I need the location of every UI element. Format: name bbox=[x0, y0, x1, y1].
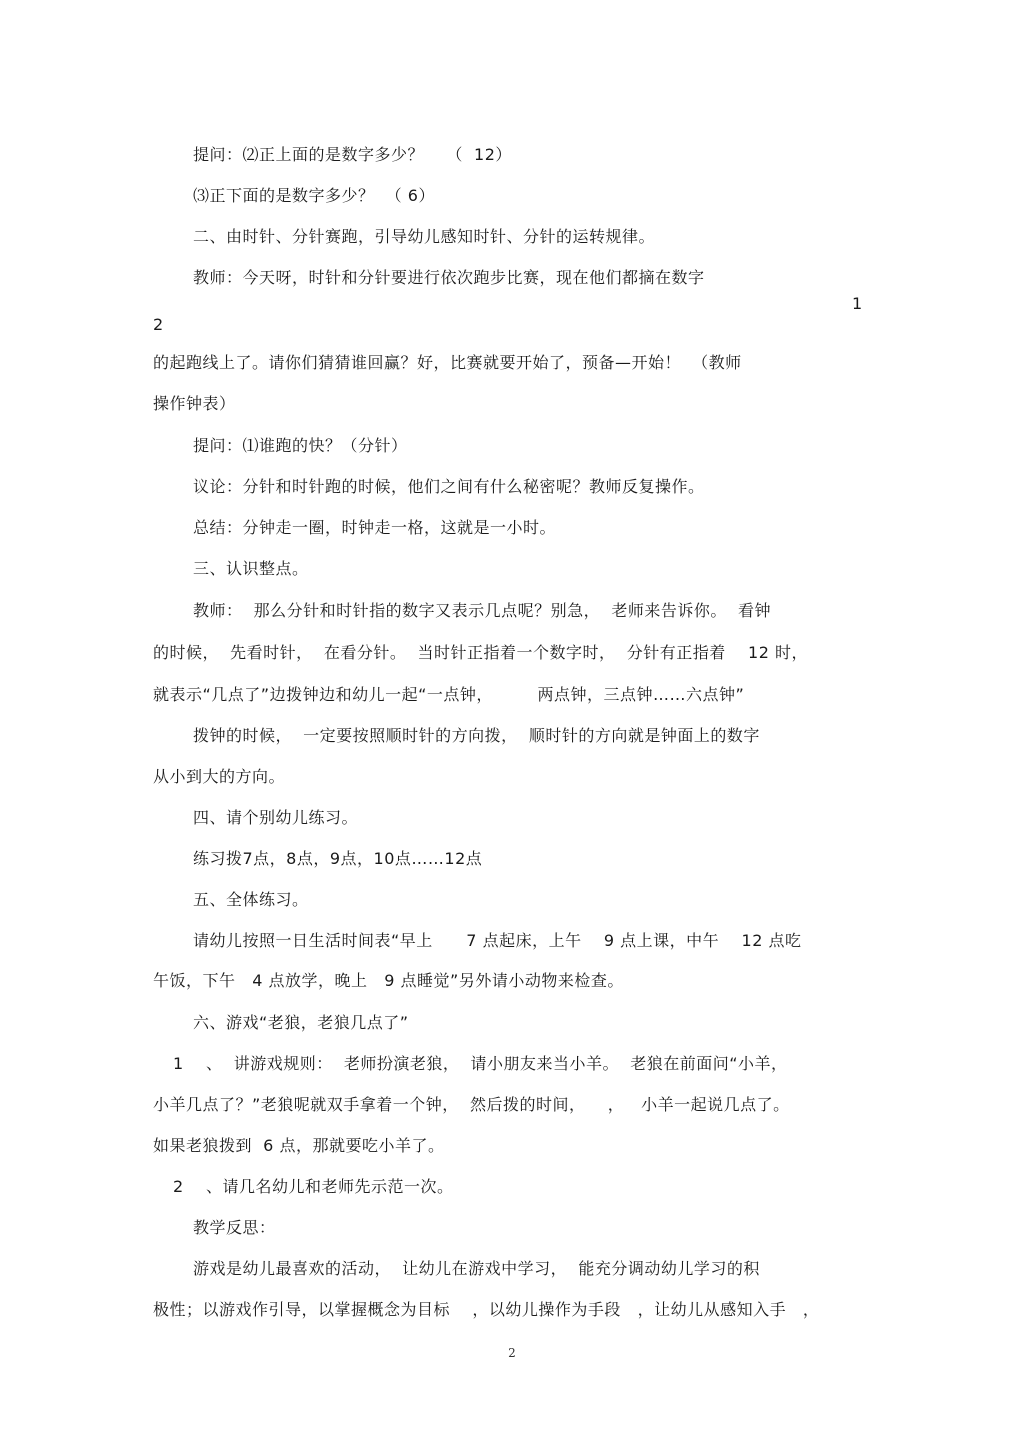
text-line: 小羊几点了？”老狼呢就双手拿着一个钟， 然后拨的时间， ， 小羊一起说几点了。 bbox=[153, 1095, 790, 1114]
text-line: 教学反思： bbox=[193, 1218, 276, 1237]
text-line: 二、由时针、分针赛跑，引导幼儿感知时针、分针的运转规律。 bbox=[193, 227, 656, 246]
text-line: 如果老狼拨到 6 点，那就要吃小羊了。 bbox=[153, 1136, 445, 1155]
text-line: ⑶正下面的是数字多少？ （ 6） bbox=[193, 186, 435, 205]
text-line: 就表示“几点了”边拨钟边和幼儿一起“一点钟， 两点钟，三点钟……六点钟” bbox=[153, 685, 745, 704]
text-line: 议论：分针和时针跑的时候，他们之间有什么秘密呢？教师反复操作。 bbox=[193, 477, 705, 496]
text-line: 请幼儿按照一日生活时间表“早上 7 点起床，上午 9 点上课，中午 12 点吃 bbox=[193, 931, 802, 950]
text-line: 教师： 那么分针和时针指的数字又表示几点呢？别急， 老师来告诉你。 看钟 bbox=[193, 601, 772, 620]
text-line: 拨钟的时候， 一定要按照顺时针的方向拨， 顺时针的方向就是钟面上的数字 bbox=[193, 726, 760, 745]
text-line: 从小到大的方向。 bbox=[153, 767, 286, 786]
text-line: 游戏是幼儿最喜欢的活动， 让幼儿在游戏中学习， 能充分调动幼儿学习的积 bbox=[193, 1259, 760, 1278]
text-line: 的起跑线上了。请你们猜猜谁回赢？好，比赛就要开始了，预备—开始！ （教师 bbox=[153, 353, 742, 372]
text-line: 午饭，下午 4 点放学，晚上 9 点睡觉”另外请小动物来检查。 bbox=[153, 971, 624, 990]
text-line: 2 bbox=[153, 315, 164, 334]
text-line: 的时候， 先看时针， 在看分针。 当时针正指着一个数字时， 分针有正指着 12 时， bbox=[153, 643, 808, 662]
text-line: 六、游戏“老狼，老狼几点了” bbox=[193, 1013, 409, 1032]
text-line: 教师：今天呀，时针和分针要进行依次跑步比赛，现在他们都摘在数字 bbox=[193, 268, 705, 287]
page-number: 2 bbox=[508, 1346, 516, 1360]
text-line: 练习拨7点，8点，9点，10点……12点 bbox=[193, 849, 483, 868]
text-line: 1 、 讲游戏规则： 老师扮演老狼， 请小朋友来当小羊。 老狼在前面问“小羊， bbox=[173, 1054, 788, 1073]
text-line: 2 、请几名幼儿和老师先示范一次。 bbox=[173, 1177, 454, 1196]
text-line: 极性；以游戏作引导，以掌握概念为目标 ，以幼儿操作为手段 ，让幼儿从感知入手 ， bbox=[153, 1300, 820, 1319]
text-line: 提问：⑴谁跑的快？（分针） bbox=[193, 436, 408, 455]
text-line: 操作钟表） bbox=[153, 394, 236, 413]
text-line: 五、全体练习。 bbox=[193, 890, 309, 909]
text-line: 1 bbox=[852, 294, 863, 313]
text-line: 提问：⑵正上面的是数字多少？ （ 12） bbox=[193, 145, 512, 164]
text-line: 总结：分钟走一圈，时钟走一格，这就是一小时。 bbox=[193, 518, 557, 537]
text-line: 三、认识整点。 bbox=[193, 559, 309, 578]
text-line: 四、请个别幼儿练习。 bbox=[193, 808, 359, 827]
